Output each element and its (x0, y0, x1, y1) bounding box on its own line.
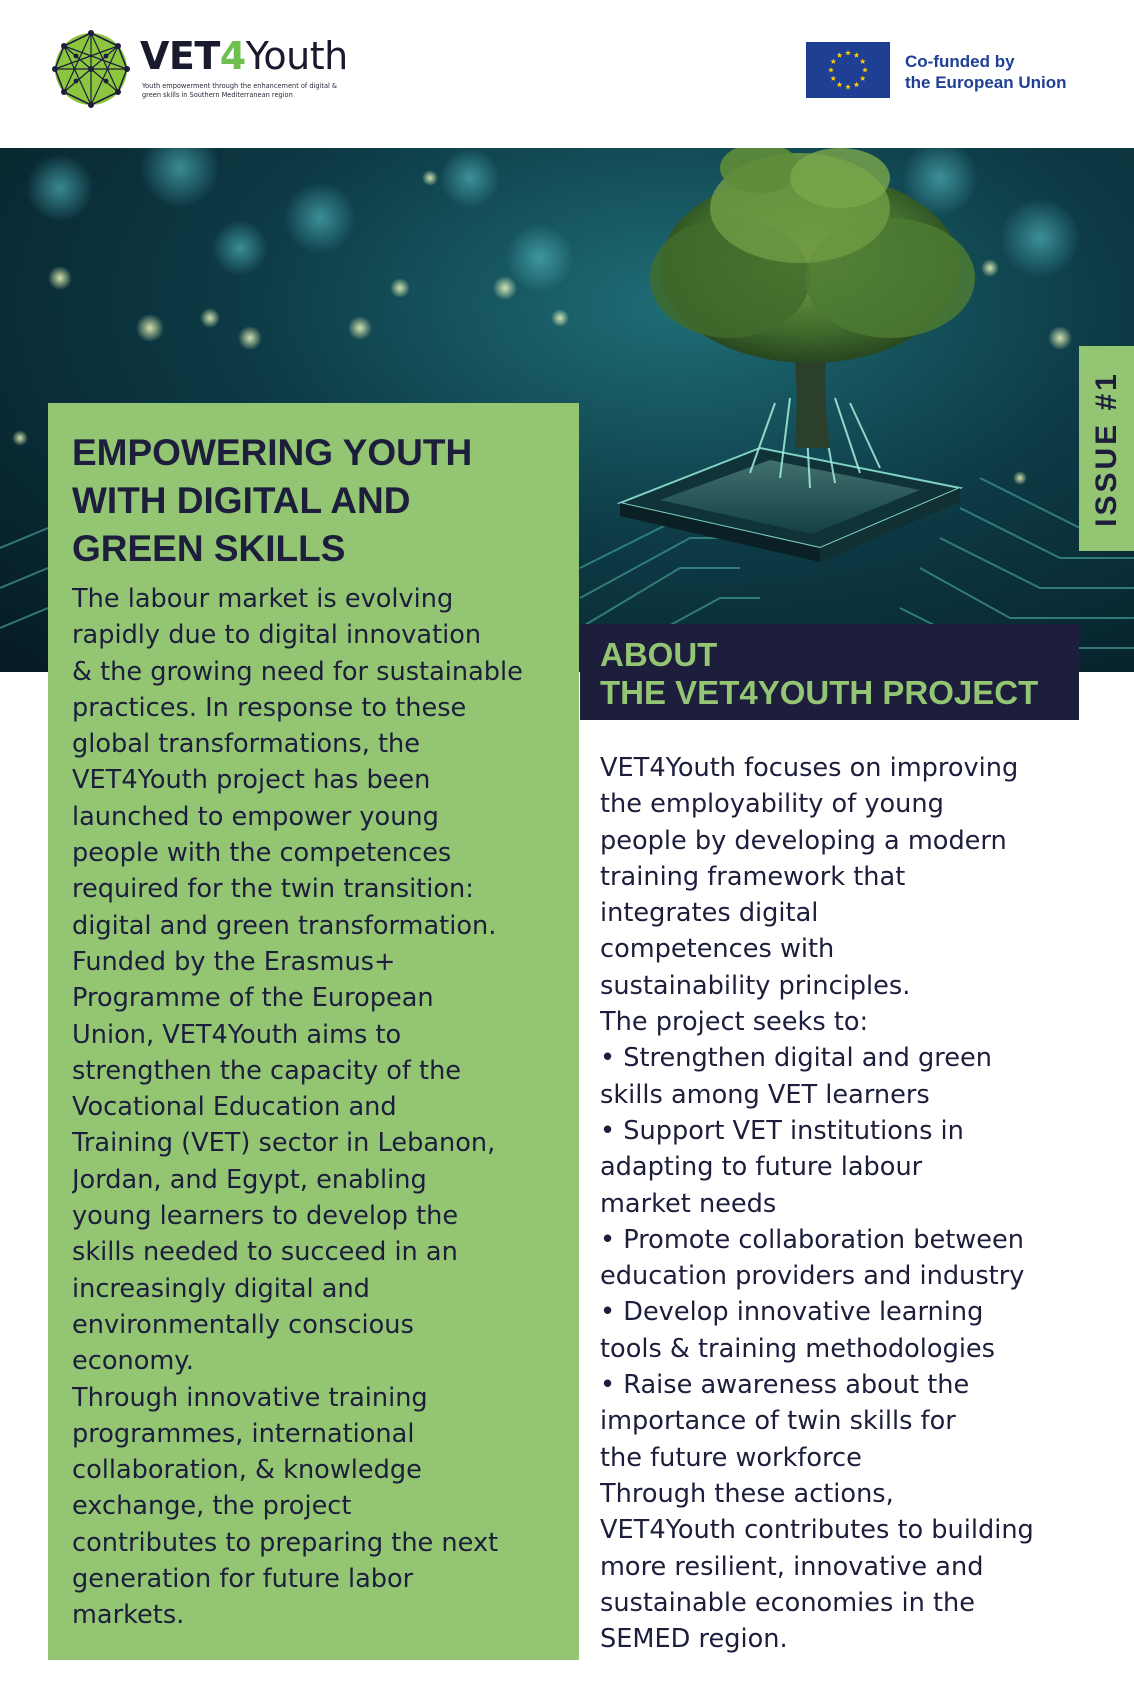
about-title (600, 636, 1038, 712)
body-line: economy. (72, 1346, 194, 1377)
body-line: Union, VET4Youth aims to (72, 1019, 402, 1050)
body-line: launched to empower young (72, 801, 439, 832)
body-line: education providers and industry (600, 1261, 1025, 1292)
bullet-line: • Promote collaboration between (600, 1224, 1024, 1255)
body-line: markets. (72, 1600, 185, 1631)
body-line: required for the twin transition: (72, 874, 474, 905)
body-line: Through innovative training (72, 1382, 428, 1413)
body-line: market needs (600, 1188, 777, 1219)
body-line: sustainability principles. (600, 970, 911, 1001)
body-line: VET4Youth project has been (72, 765, 431, 796)
body-line: the future workforce (600, 1442, 862, 1473)
intro-title-line: EMPOWERING YOUTH (72, 432, 473, 473)
eu-line-2: the European Union (905, 73, 1067, 92)
bullet-line: • Develop innovative learning (600, 1297, 984, 1328)
body-line: collaboration, & knowledge (72, 1455, 422, 1486)
body-line: training framework that (600, 861, 906, 892)
eu-flag-icon (806, 42, 890, 98)
body-line: exchange, the project (72, 1491, 352, 1522)
body-line: competences with (600, 934, 835, 965)
body-line: adapting to future labour (600, 1152, 923, 1183)
about-title-line: THE VET4YOUTH PROJECT (600, 674, 1039, 711)
eu-line-1: Co-funded by (905, 52, 1015, 71)
bullet-line: • Strengthen digital and green (600, 1043, 992, 1074)
body-line: Jordan, and Egypt, enabling (72, 1164, 427, 1195)
body-line: integrates digital (600, 898, 819, 929)
globe-network-icon (48, 26, 134, 112)
logo-wordmark: VET4Youth (140, 34, 348, 78)
body-line: Programme of the European (72, 983, 434, 1014)
body-line: Training (VET) sector in Lebanon, (72, 1128, 496, 1159)
about-heading-box (580, 624, 1079, 720)
body-line: SEMED region. (600, 1624, 788, 1655)
body-line: practices. In response to these (72, 692, 467, 723)
body-line: importance of twin skills for (600, 1406, 956, 1437)
body-line: the employability of young (600, 789, 944, 820)
body-line: & the growing need for sustainable (72, 656, 523, 687)
issue-label: ISSUE #1 (1089, 370, 1123, 527)
body-line: people by developing a modern (600, 825, 1007, 856)
vet4youth-logo (48, 26, 348, 116)
body-line: young learners to develop the (72, 1201, 459, 1232)
body-line: skills needed to succeed in an (72, 1237, 458, 1268)
intro-title-line: WITH DIGITAL AND (72, 480, 411, 521)
body-line: environmentally conscious (72, 1309, 414, 1340)
body-line: skills among VET learners (600, 1079, 930, 1110)
body-line: strengthen the capacity of the (72, 1055, 462, 1086)
intro-card (48, 403, 579, 1660)
intro-title (72, 429, 552, 573)
body-line: Vocational Education and (72, 1092, 397, 1123)
body-line: tools & training methodologies (600, 1333, 996, 1364)
body-line: VET4Youth contributes to building (600, 1515, 1034, 1546)
body-line: increasingly digital and (72, 1273, 370, 1304)
logo-tagline: Youth empowerment through the enhancement of digital & green skills in Southern Mediterranean region (142, 82, 338, 99)
body-line: generation for future labor (72, 1564, 414, 1595)
bullet-line: • Raise awareness about the (600, 1370, 970, 1401)
body-line: programmes, international (72, 1418, 415, 1449)
intro-body (72, 581, 572, 1634)
body-line: Through these actions, (600, 1478, 894, 1509)
about-title-line: ABOUT (600, 636, 718, 673)
body-line: more resilient, innovative and (600, 1551, 984, 1582)
body-line: sustainable economies in the (600, 1587, 975, 1618)
body-line: VET4Youth focuses on improving (600, 753, 1019, 783)
body-line: people with the competences (72, 838, 452, 869)
body-line: The labour market is evolving (72, 584, 454, 614)
issue-tab (1079, 346, 1134, 551)
bullet-line: • Support VET institutions in (600, 1115, 964, 1146)
eu-cofunded-text (905, 51, 1105, 93)
body-line: global transformations, the (72, 729, 420, 760)
intro-title-line: GREEN SKILLS (72, 528, 346, 569)
body-line: rapidly due to digital innovation (72, 620, 482, 651)
body-line: The project seeks to: (600, 1007, 869, 1038)
body-line: Funded by the Erasmus+ (72, 946, 396, 977)
about-body (600, 750, 1100, 1657)
body-line: digital and green transformation. (72, 910, 497, 941)
body-line: contributes to preparing the next (72, 1527, 499, 1558)
